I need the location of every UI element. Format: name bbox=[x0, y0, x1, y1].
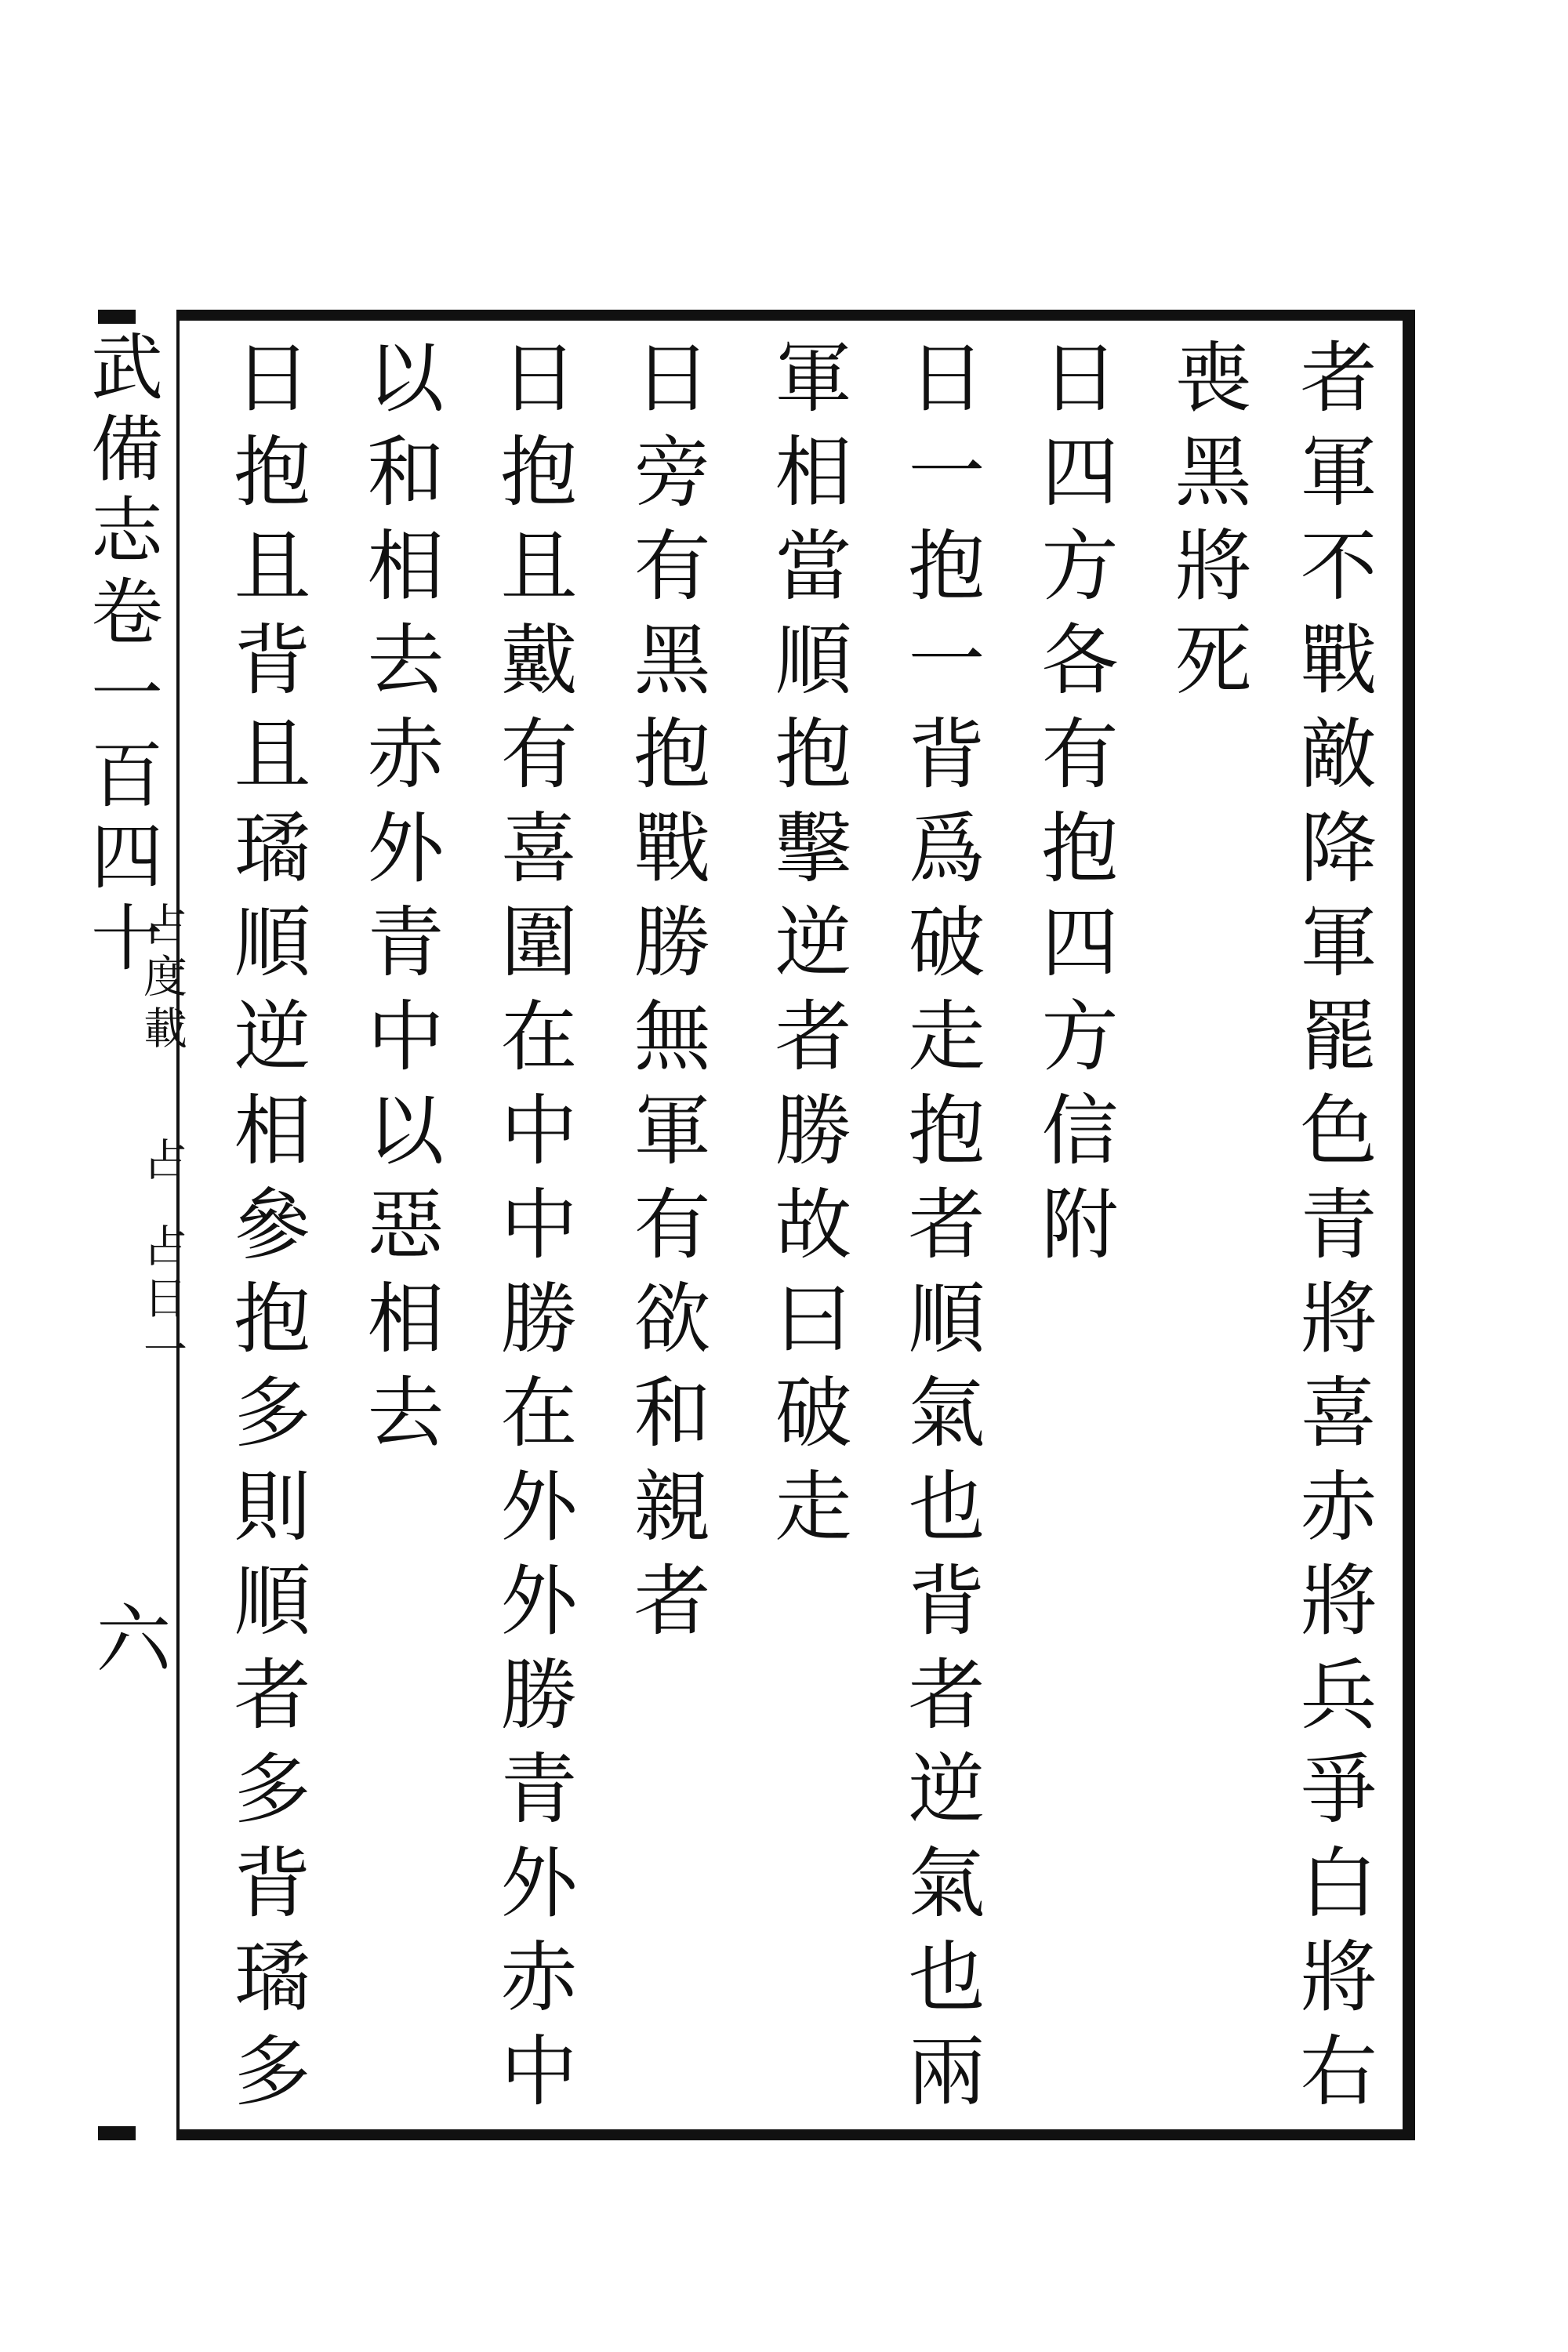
text-column-3: 日四方各有抱四方信附 bbox=[1029, 337, 1118, 1278]
section-label: 占度載 bbox=[136, 902, 187, 1057]
page-number: 六 bbox=[84, 1599, 172, 1675]
subsection-label-b: 占日一 bbox=[136, 1223, 187, 1378]
text-column-7: 日抱且戴有喜圍在中中勝在外外勝青外赤中 bbox=[488, 337, 577, 2125]
running-title: 武備志卷一百四十 bbox=[79, 329, 163, 982]
text-column-8: 以和相去赤外青中以惡相去 bbox=[354, 337, 444, 1466]
frame-top-tick bbox=[98, 310, 136, 324]
text-column-1: 者軍不戰敵降軍罷色青將喜赤將兵爭白將右 bbox=[1287, 337, 1377, 2125]
text-column-4: 日一抱一背爲破走抱者順氣也背者逆氣也兩 bbox=[895, 337, 985, 2125]
subsection-label-a: 占 bbox=[136, 1137, 187, 1189]
text-column-6: 日旁有黑抱戰勝無軍有欲和親者 bbox=[621, 337, 710, 1654]
text-column-5: 軍相當順抱擊逆者勝故曰破走 bbox=[762, 337, 851, 1560]
text-column-9: 日抱且背且璚順逆相參抱多則順者多背璚多 bbox=[221, 337, 310, 2125]
text-column-2: 喪黑將死 bbox=[1162, 337, 1251, 713]
frame-bottom-tick bbox=[98, 2126, 136, 2140]
